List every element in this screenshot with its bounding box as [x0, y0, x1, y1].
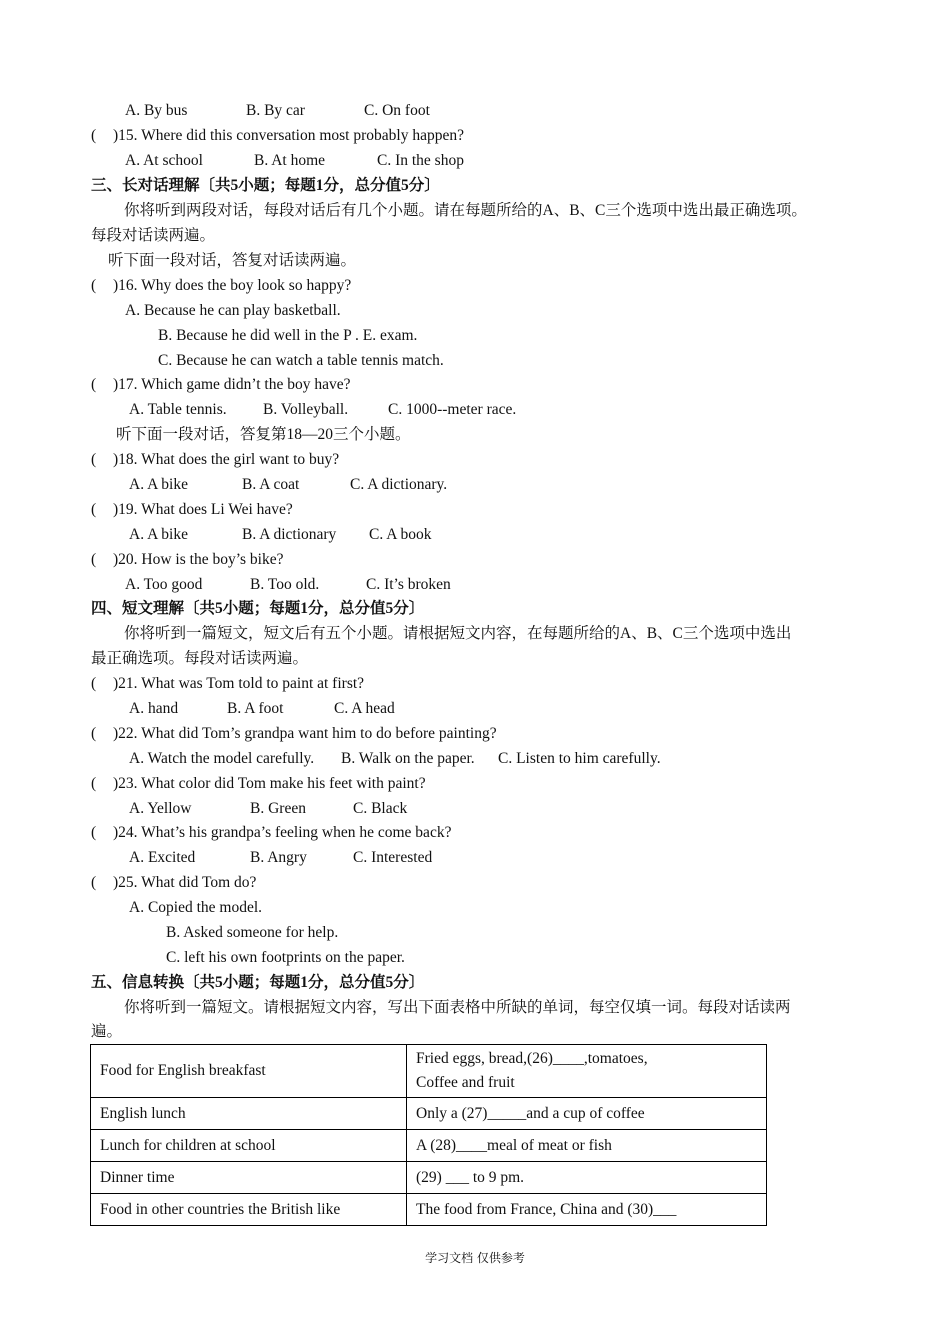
- answer-bracket: (: [91, 874, 97, 891]
- question-text: )19. What does Li Wei have?: [113, 501, 293, 518]
- option-b: B. By car: [246, 102, 305, 119]
- q25-option-b: B. Asked someone for help.: [166, 924, 339, 941]
- section-3-instruction-cont: 每段对话读两遍。: [91, 227, 216, 244]
- section-5-instruction-cont: 遍。: [91, 1023, 123, 1040]
- table-cell-label: English lunch: [91, 1098, 407, 1130]
- option-c: C. On foot: [364, 102, 430, 119]
- option-b: B. A dictionary: [242, 526, 337, 543]
- option-c: C. A dictionary.: [350, 476, 448, 493]
- question-15: [91, 126, 464, 146]
- table-cell-value: (29) ___ to 9 pm.: [407, 1162, 767, 1194]
- option-a: A. hand: [129, 700, 179, 717]
- question-text: )18. What does the girl want to buy?: [113, 451, 340, 468]
- option-b: B. Green: [250, 800, 306, 817]
- question-text: )22. What did Tom’s grandpa want him to do before painting?: [113, 725, 497, 742]
- table-cell-label: Food in other countries the British like: [91, 1194, 407, 1226]
- question-text: )16. Why does the boy look so happy?: [113, 277, 352, 294]
- table-cell-value: The food from France, China and (30)___: [407, 1194, 767, 1226]
- section-5-title: 五、信息转换〔共5小题；每题1分，总分值5分〕: [91, 974, 425, 991]
- q16-option-c: C. Because he can watch a table tennis match.: [158, 352, 444, 369]
- option-b: B. Walk on the paper.: [341, 750, 475, 767]
- cell-line: Fried eggs, bread,(26)____,tomatoes,: [416, 1050, 648, 1067]
- option-c: C. Black: [353, 800, 408, 817]
- q25-option-c: C. left his own footprints on the paper.: [166, 949, 405, 966]
- table-row: [91, 1130, 767, 1162]
- answer-bracket: (: [91, 775, 97, 792]
- q17-options: [129, 400, 516, 420]
- question-text: )17. Which game didn’t the boy have?: [113, 376, 351, 393]
- table-row: [91, 1098, 767, 1130]
- page-footer: 学习文档 仅供参考: [425, 1251, 525, 1265]
- option-a: A. At school: [125, 152, 203, 169]
- option-a: A. By bus: [125, 102, 188, 119]
- option-a: A. Yellow: [129, 800, 192, 817]
- q23-options: [129, 799, 407, 819]
- q16-option-a: A. Because he can play basketball.: [125, 302, 341, 319]
- question-17: [91, 375, 350, 395]
- answer-bracket: (: [91, 501, 97, 518]
- q14-options: [125, 101, 430, 121]
- table-cell-value: [407, 1045, 767, 1098]
- q24-options: [129, 848, 432, 868]
- option-a: A. Table tennis.: [129, 401, 227, 418]
- question-text: )15. Where did this conversation most probably happen?: [113, 127, 464, 144]
- q18-options: [129, 475, 447, 495]
- option-a: A. Too good: [125, 576, 203, 593]
- section-5-instruction: 你将听到一篇短文。请根据短文内容，写出下面表格中所缺的单词，每空仅填一词。每段对话读两: [124, 999, 791, 1016]
- option-c: C. It’s broken: [366, 576, 451, 593]
- option-b: B. Volleyball.: [263, 401, 349, 418]
- option-b: B. A coat: [242, 476, 300, 493]
- option-a: A. A bike: [129, 526, 188, 543]
- dialog-2-intro: 听下面一段对话，答复第18—20三个小题。: [116, 426, 411, 443]
- option-b: B. At home: [254, 152, 326, 169]
- option-b: B. Too old.: [250, 576, 320, 593]
- q22-options: [129, 749, 661, 769]
- answer-bracket: (: [91, 277, 97, 294]
- option-a: A. Excited: [129, 849, 196, 866]
- answer-bracket: (: [91, 127, 97, 144]
- option-a: A. Watch the model carefully.: [129, 750, 315, 767]
- cell-line: Coffee and fruit: [416, 1074, 515, 1091]
- question-text: )21. What was Tom told to paint at first?: [113, 675, 365, 692]
- question-16: [91, 276, 351, 296]
- option-b: B. A foot: [227, 700, 284, 717]
- answer-bracket: (: [91, 551, 97, 568]
- q19-options: [129, 525, 431, 545]
- option-c: C. A book: [369, 526, 432, 543]
- question-24: [91, 823, 451, 843]
- table-cell-label: Lunch for children at school: [91, 1130, 407, 1162]
- table-cell-label: Dinner time: [91, 1162, 407, 1194]
- option-c: C. Interested: [353, 849, 433, 866]
- answer-bracket: (: [91, 725, 97, 742]
- option-c: C. Listen to him carefully.: [498, 750, 661, 767]
- answer-bracket: (: [91, 675, 97, 692]
- option-a: A. A bike: [129, 476, 188, 493]
- question-text: )25. What did Tom do?: [113, 874, 257, 891]
- question-25: [91, 873, 256, 893]
- question-22: [91, 724, 497, 744]
- section-3-title: 三、长对话理解〔共5小题；每题1分，总分值5分〕: [91, 177, 440, 194]
- q15-options: [125, 151, 464, 171]
- table-row: [91, 1194, 767, 1226]
- question-23: [91, 774, 426, 794]
- question-19: [91, 500, 293, 520]
- option-c: C. A head: [334, 700, 395, 717]
- q25-option-a: A. Copied the model.: [129, 899, 263, 916]
- section-4-instruction-cont: 最正确选项。每段对话读两遍。: [91, 650, 309, 667]
- q16-option-b: B. Because he did well in the P . E. exam.: [158, 327, 418, 344]
- answer-bracket: (: [91, 824, 97, 841]
- dialog-1-intro: 听下面一段对话，答复对话读两遍。: [108, 252, 357, 269]
- question-18: [91, 450, 339, 470]
- table-cell-value: Only a (27)_____and a cup of coffee: [407, 1098, 767, 1130]
- option-b: B. Angry: [250, 849, 307, 866]
- section-3-instruction: 你将听到两段对话，每段对话后有几个小题。请在每题所给的A、B、C三个选项中选出最正确选项。: [124, 202, 807, 219]
- question-text: )23. What color did Tom make his feet with paint?: [113, 775, 426, 792]
- table-row: [91, 1162, 767, 1194]
- option-c: C. In the shop: [377, 152, 464, 169]
- question-21: [91, 674, 364, 694]
- question-text: )20. How is the boy’s bike?: [113, 551, 284, 568]
- table-row: [91, 1045, 767, 1098]
- section-4-title: 四、短文理解〔共5小题；每题1分，总分值5分〕: [91, 600, 425, 617]
- option-c: C. 1000--meter race.: [388, 401, 517, 418]
- info-table: [90, 1044, 767, 1226]
- table-cell-label: Food for English breakfast: [91, 1045, 407, 1098]
- answer-bracket: (: [91, 451, 97, 468]
- answer-bracket: (: [91, 376, 97, 393]
- table-cell-value: A (28)____meal of meat or fish: [407, 1130, 767, 1162]
- section-4-instruction: 你将听到一篇短文，短文后有五个小题。请根据短文内容，在每题所给的A、B、C三个选项中选出: [124, 625, 792, 642]
- q21-options: [129, 699, 395, 719]
- question-text: )24. What’s his grandpa’s feeling when he come back?: [113, 824, 452, 841]
- q20-options: [125, 575, 451, 595]
- question-20: [91, 550, 283, 570]
